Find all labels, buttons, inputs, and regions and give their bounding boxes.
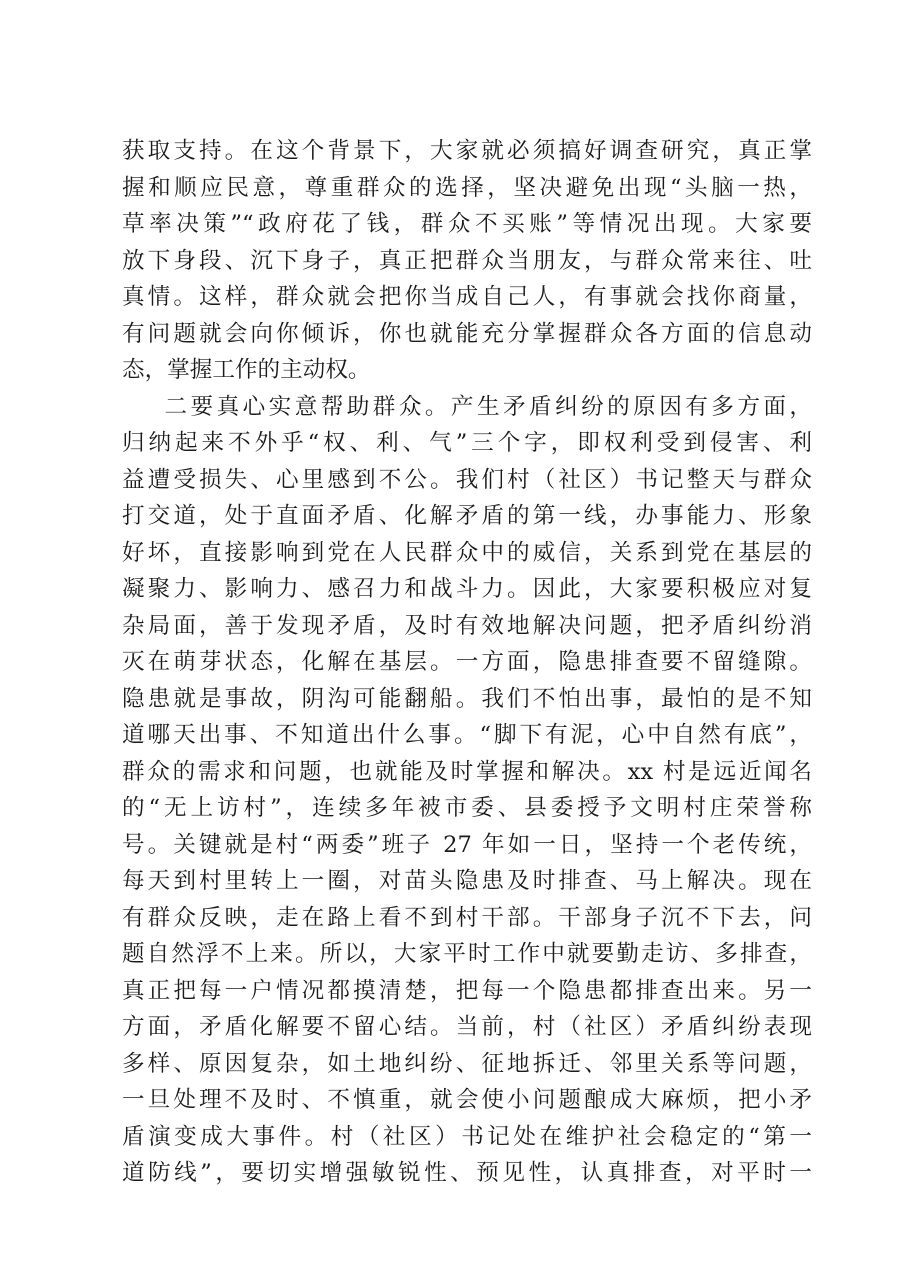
text-line: 态，掌握工作的主动权。 [122, 357, 371, 383]
text-line: 号。关键就是村“两委”班子 27 年如一日，坚持一个老传统， [122, 831, 812, 858]
text-line: 真情。这样，群众就会把你当成自己人，有事就会找你商量， [122, 284, 812, 310]
text-line: 放下身段、沉下身子，真正把群众当朋友，与群众常来往、吐 [122, 247, 812, 274]
text-line: 杂局面，善于发现矛盾，及时有效地解决问题，把矛盾纠纷消 [122, 612, 812, 639]
text-line: 草率决策”“政府花了钱，群众不买账”等情况出现。大家要 [122, 211, 812, 237]
text-line: 归纳起来不外乎“权、利、气”三个字，即权利受到侵害、利 [122, 430, 812, 456]
text-line: 题自然浮不上来。所以，大家平时工作中就要勤走访、多排查， [122, 941, 812, 967]
text-line: 灭在萌芽状态，化解在基层。一方面，隐患排查要不留缝隙。 [122, 649, 812, 675]
text-line: 盾演变成大事件。村（社区）书记处在维护社会稳定的“第一 [122, 1123, 812, 1150]
text-line: 群众的需求和问题，也就能及时掌握和解决。xx 村是远近闻名 [122, 758, 812, 785]
text-line: 有问题就会向你倾诉，你也就能充分掌握群众各方面的信息动 [122, 320, 812, 347]
text-line: 方面，矛盾化解要不留心结。当前，村（社区）矛盾纠纷表现 [122, 1014, 812, 1040]
paragraph-1 [122, 133, 812, 389]
paragraph-2 [122, 389, 812, 1229]
text-line: 凝聚力、影响力、感召力和战斗力。因此，大家要积极应对复 [122, 576, 812, 602]
text-line: 有群众反映，走在路上看不到村干部。干部身子沉不下去，问 [122, 904, 812, 931]
text-line: 一旦处理不及时、不慎重，就会使小问题酿成大麻烦，把小矛 [122, 1087, 812, 1113]
text-line: 二要真心实意帮助群众。产生矛盾纠纷的原因有多方面， [122, 393, 812, 420]
text-line: 隐患就是事故，阴沟可能翻船。我们不怕出事，最怕的是不知 [122, 685, 812, 712]
text-line: 每天到村里转上一圈，对苗头隐患及时排查、马上解决。现在 [122, 868, 812, 894]
text-line: 获取支持。在这个背景下，大家就必须搞好调查研究，真正掌 [122, 138, 812, 164]
document-body [122, 133, 812, 1228]
text-line: 道哪天出事、不知道出什么事。“脚下有泥，心中自然有底”， [122, 722, 812, 748]
text-line: 益遭受损失、心里感到不公。我们村（社区）书记整天与群众 [122, 466, 812, 493]
text-line: 好坏，直接影响到党在人民群众中的威信，关系到党在基层的 [122, 539, 812, 566]
text-line: 的“无上访村”，连续多年被市委、县委授予文明村庄荣誉称 [122, 795, 812, 821]
text-line: 握和顺应民意，尊重群众的选择，坚决避免出现“头脑一热， [122, 174, 812, 201]
text-line: 打交道，处于直面矛盾、化解矛盾的第一线，办事能力、形象 [122, 503, 812, 529]
text-line: 真正把每一户情况都摸清楚，把每一个隐患都排查出来。另一 [122, 977, 812, 1004]
text-line [122, 1192, 812, 1229]
text-line: 多样、原因复杂，如土地纠纷、征地拆迁、邻里关系等问题， [122, 1050, 812, 1077]
text-line: 道防线”，要切实增强敏锐性、预见性，认真排查，对平时一 [122, 1160, 812, 1186]
